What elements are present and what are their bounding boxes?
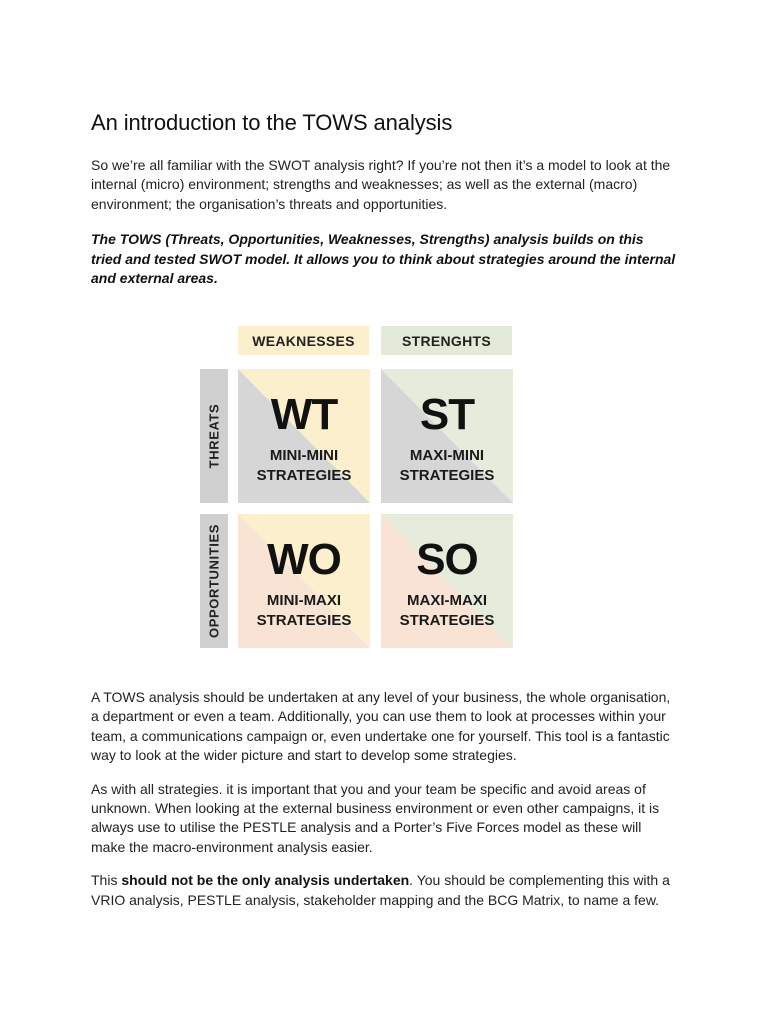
cell-wo-code: WO	[267, 535, 341, 584]
cell-wo	[238, 514, 370, 648]
body-paragraph-levels: A TOWS analysis should be undertaken at any level of your business, the whole organisation, a department or even a team. Additionally, you can use them to look at processes within your team, a communications campaign or, even undertake one for yourself. This tool is a fantastic way to look at the wider picture and start to develop some strategies.	[91, 689, 671, 764]
complement-bold: should not be the only analysis undertaken	[121, 872, 410, 889]
article-continued	[91, 688, 677, 910]
complement-end: . You should be complementing this with a VRIO analysis, PESTLE analysis, stakeholder mapping and the BCG Matrix, to name a few.	[91, 872, 670, 908]
cell-so	[381, 514, 513, 648]
article	[91, 108, 677, 288]
cell-wt-line1: MINI-MINI	[269, 447, 339, 464]
cell-wt	[238, 369, 370, 503]
cell-st-line2: STRATEGIES	[399, 467, 495, 484]
complement-start: This	[91, 872, 122, 889]
page-title: An introduction to the TOWS analysis	[91, 110, 453, 135]
row-label-opportunities	[200, 514, 228, 648]
cell-wt-line2: STRATEGIES	[256, 467, 352, 484]
header-strengths-label: STRENGHTS	[401, 332, 492, 349]
cell-so-line1: MAXI-MAXI	[407, 592, 487, 609]
body-paragraph-strategies: As with all strategies. it is important that you and your team be specific and avoid areas of unknown. When looking at the external business environment or even other campaigns, it is always use to utilise the PESTLE analysis and a Porter’s Five Forces model as these will make the macro-environment analysis easier.	[91, 780, 660, 855]
body-paragraph-complement	[91, 871, 677, 910]
cell-st-code: ST	[419, 390, 475, 439]
cell-st-line1: MAXI-MINI	[409, 447, 485, 464]
row-label-opportunities-text: OPPORTUNITIES	[206, 524, 222, 638]
header-weaknesses	[238, 326, 369, 355]
cell-st	[381, 369, 513, 503]
highlight-paragraph: The TOWS (Threats, Opportunities, Weaknesses, Strengths) analysis builds on this tried and tested SWOT model. It allows you to think about strategies around the internal and external areas.	[91, 231, 676, 287]
cell-so-code: SO	[416, 535, 478, 584]
cell-wo-line1: MINI-MAXI	[266, 592, 342, 609]
header-weaknesses-label: WEAKNESSES	[252, 332, 355, 349]
intro-paragraph: So we’re all familiar with the SWOT analysis right? If you’re not then it’s a model to look at the internal (micro) environment; strengths and weaknesses; as well as the external (macro) environment; the organisation’s threats and opportunities.	[91, 157, 671, 212]
header-strengths	[381, 326, 512, 355]
row-label-threats-text: THREATS	[206, 403, 222, 469]
row-label-threats	[200, 369, 228, 503]
cell-so-line2: STRATEGIES	[399, 612, 495, 629]
cell-wt-code: WT	[270, 390, 338, 439]
cell-wo-line2: STRATEGIES	[256, 612, 352, 629]
